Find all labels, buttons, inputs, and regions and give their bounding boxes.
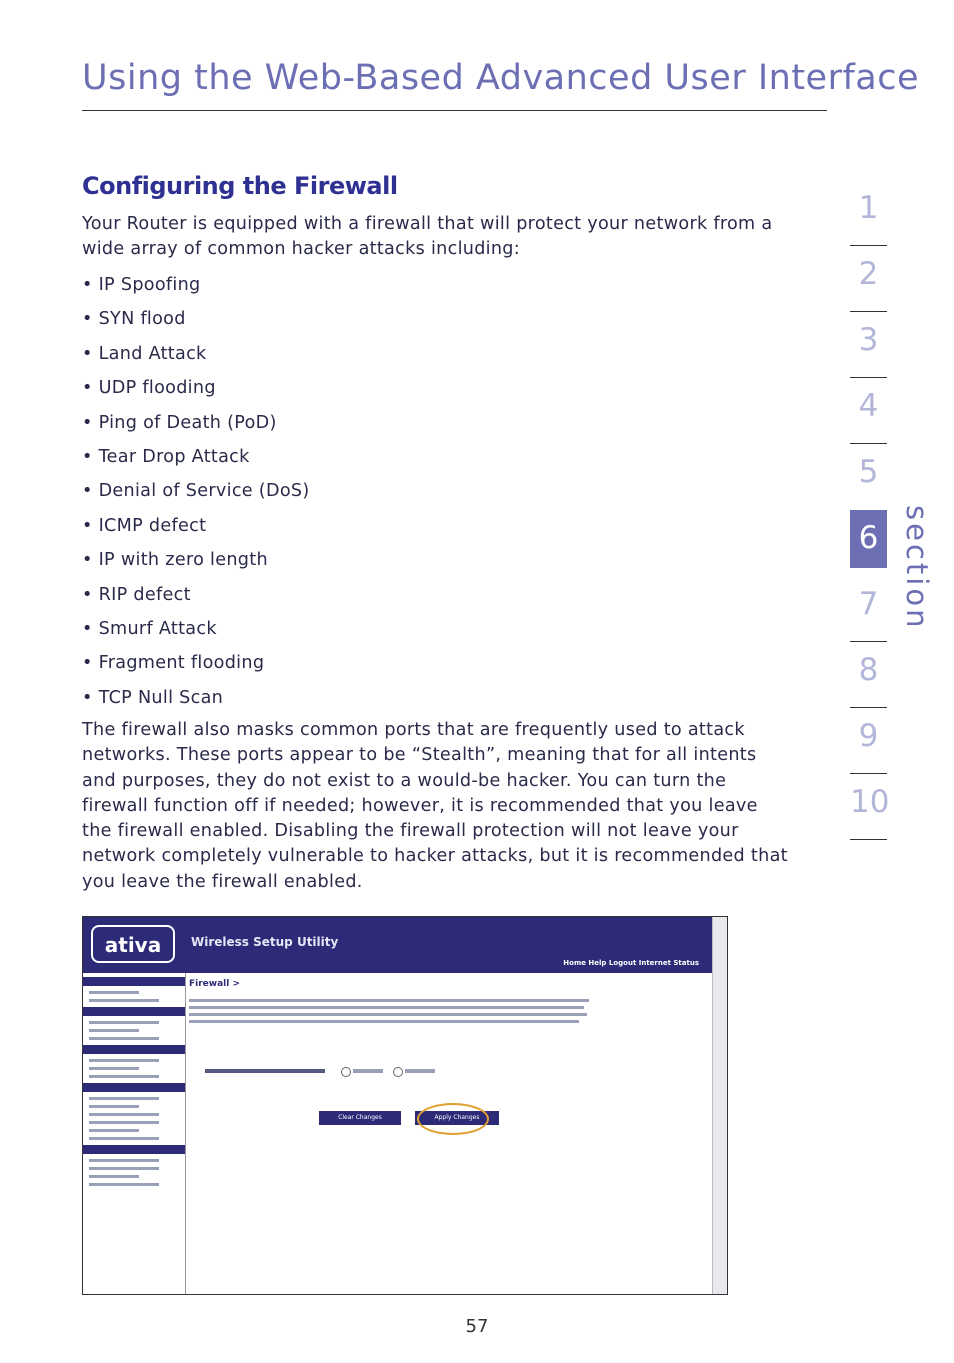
list-item: • UDP flooding xyxy=(82,378,216,399)
router-ui-header xyxy=(83,917,713,973)
header-links: Home Help Logout Internet Status xyxy=(563,959,699,967)
list-item: • Fragment flooding xyxy=(82,653,265,674)
enable-radio xyxy=(341,1067,351,1077)
list-item: • TCP Null Scan xyxy=(82,687,224,708)
clear-changes-button: Clear Changes xyxy=(319,1111,401,1125)
list-item: • Tear Drop Attack xyxy=(82,446,250,467)
utility-title: Wireless Setup Utility xyxy=(191,935,339,949)
list-item: • Ping of Death (PoD) xyxy=(82,412,277,433)
list-item: • IP Spoofing xyxy=(82,275,201,295)
scrollbar xyxy=(712,917,727,1294)
title-divider xyxy=(82,110,827,111)
router-ui-sidebar xyxy=(83,973,186,1294)
list-item: • Land Attack xyxy=(82,343,207,364)
section-nav-item: 3 xyxy=(850,312,887,378)
apply-changes-button: Apply Changes xyxy=(415,1111,499,1125)
section-nav-item: 1 xyxy=(850,180,887,246)
firewall-paragraph: The firewall also masks common ports that are frequently used to attack networks. These ports appear to be “Stealth”, meaning that for all intents and purposes, they do not exist to a would-be hacker. You can turn the firewall function off if needed; however, it is recommended that you leave the firewall enabled. Disabling the firewall protection will not leave your network completely vulnerable to hacker attacks, but it is recommended that you leave the firewall enabled. xyxy=(82,720,788,892)
firewall-enable-row xyxy=(205,1069,445,1075)
firewall-title: Firewall > xyxy=(189,979,241,989)
page-number: 57 xyxy=(465,1316,489,1337)
list-item: • Smurf Attack xyxy=(82,618,217,639)
highlight-circle xyxy=(417,1103,489,1135)
section-heading: Configuring the Firewall xyxy=(82,172,398,200)
disable-radio xyxy=(393,1067,403,1077)
section-label: section xyxy=(900,505,934,631)
list-item: • SYN flood xyxy=(82,309,186,330)
section-nav-item-active: 6 xyxy=(850,510,887,568)
section-nav xyxy=(850,180,890,840)
section-nav-item: 10 xyxy=(850,774,887,840)
section-nav-item: 8 xyxy=(850,642,887,708)
section-nav-item: 2 xyxy=(850,246,887,312)
list-item: • IP with zero length xyxy=(82,550,268,571)
ativa-logo: ativa xyxy=(91,925,175,963)
router-ui-screenshot xyxy=(82,916,728,1295)
section-nav-item: 4 xyxy=(850,378,887,444)
list-item: • RIP defect xyxy=(82,584,191,605)
firewall-description xyxy=(189,999,699,1023)
section-nav-item: 9 xyxy=(850,708,887,774)
list-item: • ICMP defect xyxy=(82,515,207,536)
section-nav-item: 7 xyxy=(850,576,887,642)
section-nav-item: 5 xyxy=(858,454,879,490)
router-ui-content xyxy=(189,979,699,1121)
attack-list xyxy=(82,271,310,718)
page-title: Using the Web-Based Advanced User Interface xyxy=(82,58,920,98)
list-item: • Denial of Service (DoS) xyxy=(82,481,310,502)
intro-paragraph: Your Router is equipped with a firewall that will protect your network from a wide array of common hacker attacks including: xyxy=(82,214,773,260)
